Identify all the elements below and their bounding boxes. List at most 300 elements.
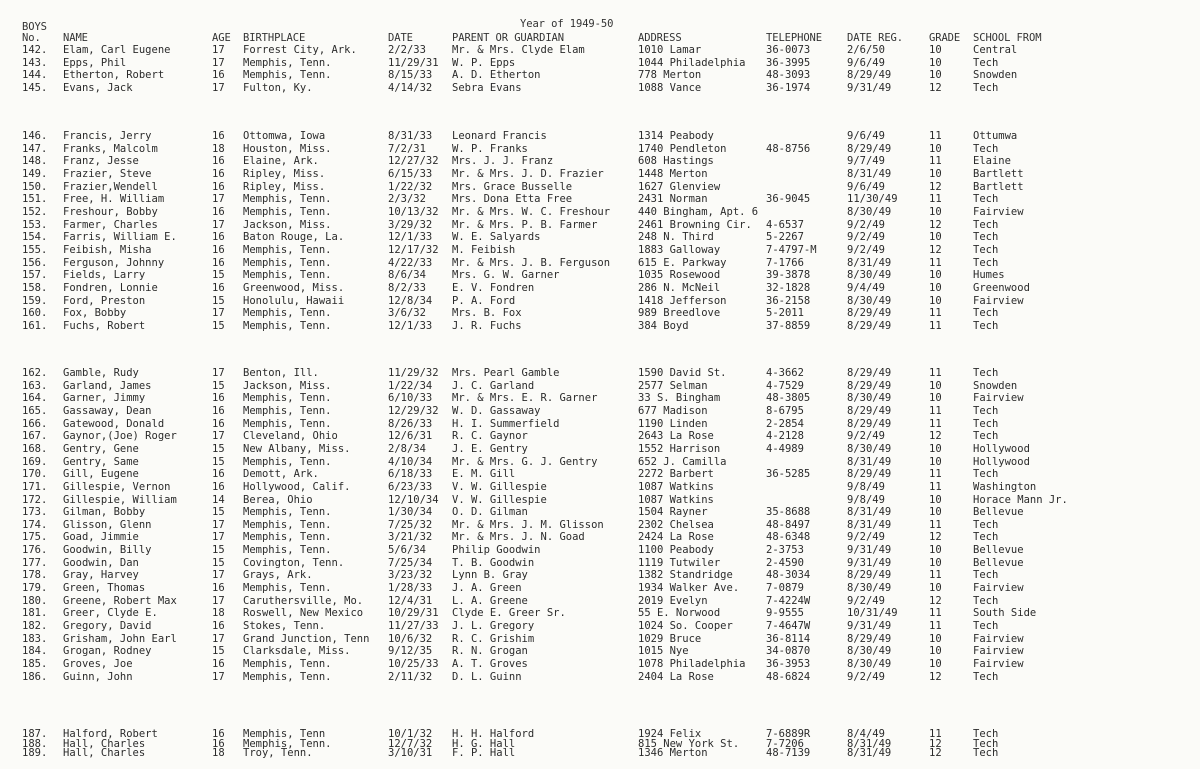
table-row xyxy=(0,443,1200,455)
cell-birth-date: 12/7/32 xyxy=(388,738,433,750)
table-row xyxy=(0,320,1200,332)
cell-row-number: 178. xyxy=(22,569,48,582)
cell-row-number: 184. xyxy=(22,645,48,658)
col-header-school-from: SCHOOL FROM xyxy=(973,32,1042,44)
cell-birthplace: Jackson, Miss. xyxy=(243,218,332,231)
table-row xyxy=(0,633,1200,645)
cell-grade: 10 xyxy=(929,281,942,294)
cell-school-from: Central xyxy=(973,44,1018,56)
cell-birthplace: Memphis, Tenn. xyxy=(243,69,332,81)
cell-parent-guardian: R. C. Grishim xyxy=(452,632,535,645)
cell-school-from: Tech xyxy=(973,738,999,750)
cell-student-name: Elam, Carl Eugene xyxy=(63,44,171,56)
cell-age: 16 xyxy=(212,404,225,417)
cell-student-name: Farris, William E. xyxy=(63,231,177,244)
cell-address: 1190 Linden xyxy=(638,417,708,430)
cell-date-registered: 8/31/49 xyxy=(847,455,892,468)
cell-date-registered: 8/29/49 xyxy=(847,319,892,332)
cell-telephone: 4-2128 xyxy=(766,430,804,443)
cell-student-name: Grogan, Rodney xyxy=(63,645,152,658)
cell-birthplace: Memphis, Tenn xyxy=(243,728,326,740)
cell-student-name: Gentry, Gene xyxy=(63,442,139,455)
cell-parent-guardian: T. B. Goodwin xyxy=(452,556,535,569)
cell-birthplace: Memphis, Tenn. xyxy=(243,518,332,531)
cell-address: 1504 Rayner xyxy=(638,506,708,519)
cell-row-number: 168. xyxy=(22,442,48,455)
cell-school-from: Hollywood xyxy=(973,455,1030,468)
table-row xyxy=(0,380,1200,392)
cell-school-from: Tech xyxy=(973,670,999,683)
cell-date-registered: 9/6/49 xyxy=(847,180,885,193)
table-row xyxy=(0,257,1200,269)
cell-birth-date: 3/10/31 xyxy=(388,747,433,759)
cell-birth-date: 8/26/33 xyxy=(388,417,433,430)
cell-address: 1418 Jefferson xyxy=(638,294,727,307)
cell-birth-date: 2/3/32 xyxy=(388,193,426,206)
cell-school-from: Bellevue xyxy=(973,556,1024,569)
cell-address: 652 J. Camilla xyxy=(638,455,727,468)
cell-age: 18 xyxy=(212,607,225,620)
cell-age: 15 xyxy=(212,319,225,332)
cell-telephone: 36-1974 xyxy=(766,81,811,94)
cell-grade: 10 xyxy=(929,657,942,670)
cell-row-number: 167. xyxy=(22,430,48,443)
cell-birthplace: Ottomwa, Iowa xyxy=(243,130,326,142)
cell-birthplace: Roswell, New Mexico xyxy=(243,607,364,620)
cell-row-number: 181. xyxy=(22,607,48,620)
cell-grade: 12 xyxy=(929,738,942,750)
cell-birth-date: 6/18/33 xyxy=(388,468,433,481)
cell-birth-date: 9/12/35 xyxy=(388,645,433,658)
cell-date-registered: 8/30/49 xyxy=(847,392,892,405)
cell-parent-guardian: E. V. Fondren xyxy=(452,281,535,294)
cell-address: 2019 Evelyn xyxy=(638,594,708,607)
cell-student-name: Feibish, Misha xyxy=(63,243,152,256)
cell-parent-guardian: Philip Goodwin xyxy=(452,544,541,557)
cell-birth-date: 12/10/34 xyxy=(388,493,439,506)
cell-birthplace: Memphis, Tenn. xyxy=(243,455,332,468)
cell-parent-guardian: H. I. Summerfield xyxy=(452,417,560,430)
cell-school-from: Tech xyxy=(973,243,999,256)
cell-date-registered: 8/30/49 xyxy=(847,582,892,595)
cell-age: 15 xyxy=(212,442,225,455)
cell-telephone: 48-3034 xyxy=(766,569,811,582)
cell-parent-guardian: Mr. & Mrs. Clyde Elam xyxy=(452,44,585,56)
cell-school-from: Tech xyxy=(973,569,999,582)
cell-grade: 11 xyxy=(929,417,942,430)
cell-address: 1010 Lamar xyxy=(638,44,702,56)
cell-parent-guardian: Mr. & Mrs. G. J. Gentry xyxy=(452,455,598,468)
cell-birth-date: 6/15/33 xyxy=(388,167,433,180)
cell-age: 16 xyxy=(212,480,225,493)
cell-birthplace: Fulton, Ky. xyxy=(243,81,313,94)
cell-date-registered: 8/31/49 xyxy=(847,506,892,519)
page-title: Year of 1949-50 xyxy=(520,18,614,30)
cell-row-number: 186. xyxy=(22,670,48,683)
cell-parent-guardian: J. C. Garland xyxy=(452,379,535,392)
cell-birth-date: 12/8/34 xyxy=(388,294,433,307)
table-row xyxy=(0,231,1200,243)
cell-grade: 12 xyxy=(929,430,942,443)
cell-row-number: 173. xyxy=(22,506,48,519)
cell-school-from: Tech xyxy=(973,594,999,607)
cell-birthplace: Jackson, Miss. xyxy=(243,379,332,392)
cell-date-registered: 8/30/49 xyxy=(847,657,892,670)
cell-student-name: Groves, Joe xyxy=(63,657,133,670)
cell-birth-date: 10/1/32 xyxy=(388,728,433,740)
table-row xyxy=(0,418,1200,430)
cell-date-registered: 9/4/49 xyxy=(847,281,885,294)
cell-birthplace: Memphis, Tenn. xyxy=(243,392,332,405)
cell-student-name: Green, Thomas xyxy=(63,582,146,595)
cell-parent-guardian: W. P. Epps xyxy=(452,56,516,69)
cell-age: 15 xyxy=(212,556,225,569)
cell-address: 1934 Walker Ave. xyxy=(638,582,740,595)
cell-age: 17 xyxy=(212,594,225,607)
cell-student-name: Frazier,Wendell xyxy=(63,180,158,193)
cell-date-registered: 9/6/49 xyxy=(847,130,885,142)
cell-school-from: Fairview xyxy=(973,657,1024,670)
table-row xyxy=(0,295,1200,307)
cell-grade: 11 xyxy=(929,607,942,620)
table-row xyxy=(0,367,1200,379)
cell-birthplace: Ripley, Miss. xyxy=(243,180,326,193)
cell-address: 2404 La Rose xyxy=(638,670,714,683)
cell-school-from: Tech xyxy=(973,56,999,69)
cell-telephone: 34-0870 xyxy=(766,645,811,658)
table-row xyxy=(0,206,1200,218)
cell-school-from: Bellevue xyxy=(973,506,1024,519)
cell-age: 16 xyxy=(212,417,225,430)
cell-age: 16 xyxy=(212,243,225,256)
cell-birthplace: Benton, Ill. xyxy=(243,367,319,379)
table-row xyxy=(0,155,1200,167)
cell-grade: 11 xyxy=(929,193,942,206)
cell-date-registered: 8/29/49 xyxy=(847,379,892,392)
cell-address: 608 Hastings xyxy=(638,155,714,168)
cell-student-name: Gaynor,(Joe) Roger xyxy=(63,430,177,443)
cell-parent-guardian: J. L. Gregory xyxy=(452,620,535,632)
cell-school-from: Tech xyxy=(973,367,999,379)
cell-parent-guardian: V. W. Gillespie xyxy=(452,480,547,493)
cell-parent-guardian: A. T. Groves xyxy=(452,657,528,670)
cell-grade: 11 xyxy=(929,130,942,142)
cell-birthplace: Covington, Tenn. xyxy=(243,556,345,569)
cell-age: 17 xyxy=(212,632,225,645)
cell-row-number: 185. xyxy=(22,657,48,670)
cell-birthplace: Caruthersville, Mo. xyxy=(243,594,364,607)
cell-row-number: 174. xyxy=(22,518,48,531)
cell-row-number: 146. xyxy=(22,130,48,142)
cell-row-number: 144. xyxy=(22,69,48,81)
cell-grade: 10 xyxy=(929,167,942,180)
cell-row-number: 158. xyxy=(22,281,48,294)
cell-age: 17 xyxy=(212,367,225,379)
cell-birthplace: Memphis, Tenn. xyxy=(243,544,332,557)
cell-grade: 12 xyxy=(929,243,942,256)
cell-age: 17 xyxy=(212,81,225,94)
cell-telephone: 36-0073 xyxy=(766,44,811,56)
cell-address: 2643 La Rose xyxy=(638,430,714,443)
cell-student-name: Gatewood, Donald xyxy=(63,417,165,430)
cell-age: 16 xyxy=(212,728,225,740)
cell-parent-guardian: J. E. Gentry xyxy=(452,442,528,455)
cell-date-registered: 9/2/49 xyxy=(847,243,885,256)
col-header-date-reg: DATE REG. xyxy=(847,32,903,44)
cell-birthplace: Memphis, Tenn. xyxy=(243,256,332,269)
cell-date-registered: 8/29/49 xyxy=(847,367,892,379)
cell-address: 1590 David St. xyxy=(638,367,727,379)
cell-grade: 10 xyxy=(929,44,942,56)
cell-birth-date: 8/15/33 xyxy=(388,69,433,81)
cell-parent-guardian: W. D. Gassaway xyxy=(452,404,541,417)
cell-telephone: 7-1766 xyxy=(766,256,804,269)
cell-student-name: Evans, Jack xyxy=(63,81,133,94)
cell-school-from: Tech xyxy=(973,307,999,320)
cell-school-from: Snowden xyxy=(973,69,1018,81)
cell-parent-guardian: Mrs. Dona Etta Free xyxy=(452,193,573,206)
cell-age: 15 xyxy=(212,645,225,658)
cell-date-registered: 8/4/49 xyxy=(847,728,885,740)
cell-birthplace: Memphis, Tenn. xyxy=(243,670,332,683)
table-row xyxy=(0,69,1200,81)
col-header-parent: PARENT OR GUARDIAN xyxy=(452,32,564,44)
cell-birthplace: Baton Rouge, La. xyxy=(243,231,345,244)
table-row xyxy=(0,494,1200,506)
cell-parent-guardian: Mrs. Pearl Gamble xyxy=(452,367,560,379)
table-row xyxy=(0,468,1200,480)
cell-student-name: Fields, Larry xyxy=(63,269,146,282)
cell-school-from: Tech xyxy=(973,531,999,544)
cell-parent-guardian: W. E. Salyards xyxy=(452,231,541,244)
cell-birth-date: 2/2/33 xyxy=(388,44,426,56)
cell-birth-date: 1/30/34 xyxy=(388,506,433,519)
table-row xyxy=(0,143,1200,155)
cell-student-name: Free, H. William xyxy=(63,193,165,206)
cell-parent-guardian: Mr. & Mrs. J. M. Glisson xyxy=(452,518,604,531)
cell-school-from: Bellevue xyxy=(973,544,1024,557)
cell-student-name: Fuchs, Robert xyxy=(63,319,146,332)
cell-birth-date: 4/14/32 xyxy=(388,81,433,94)
cell-telephone: 2-3753 xyxy=(766,544,804,557)
cell-birth-date: 12/6/31 xyxy=(388,430,433,443)
cell-date-registered: 9/8/49 xyxy=(847,480,885,493)
cell-parent-guardian: L. A. Greene xyxy=(452,594,528,607)
table-row xyxy=(0,557,1200,569)
cell-age: 16 xyxy=(212,231,225,244)
cell-telephone: 48-8756 xyxy=(766,142,811,155)
cell-telephone: 36-5285 xyxy=(766,468,811,481)
cell-row-number: 163. xyxy=(22,379,48,392)
cell-birth-date: 11/29/32 xyxy=(388,367,439,379)
cell-birth-date: 12/29/32 xyxy=(388,404,439,417)
cell-birth-date: 7/25/34 xyxy=(388,556,433,569)
table-row xyxy=(0,519,1200,531)
cell-parent-guardian: V. W. Gillespie xyxy=(452,493,547,506)
cell-parent-guardian: W. P. Franks xyxy=(452,142,528,155)
cell-school-from: Hollywood xyxy=(973,442,1030,455)
cell-telephone: 7-6889R xyxy=(766,728,811,740)
cell-date-registered: 9/6/49 xyxy=(847,56,885,69)
cell-birth-date: 3/29/32 xyxy=(388,218,433,231)
cell-birth-date: 2/11/32 xyxy=(388,670,433,683)
col-header-telephone: TELEPHONE xyxy=(766,32,822,44)
cell-age: 15 xyxy=(212,544,225,557)
cell-birthplace: Ripley, Miss. xyxy=(243,167,326,180)
cell-birthplace: Greenwood, Miss. xyxy=(243,281,345,294)
cell-date-registered: 8/29/49 xyxy=(847,468,892,481)
cell-address: 1044 Philadelphia xyxy=(638,56,746,69)
cell-birth-date: 10/25/33 xyxy=(388,657,439,670)
cell-age: 14 xyxy=(212,493,225,506)
cell-telephone: 7-7206 xyxy=(766,738,804,750)
cell-birth-date: 11/29/31 xyxy=(388,56,439,69)
cell-school-from: Humes xyxy=(973,269,1005,282)
cell-date-registered: 9/31/49 xyxy=(847,544,892,557)
cell-birth-date: 2/8/34 xyxy=(388,442,426,455)
cell-school-from: Tech xyxy=(973,319,999,332)
cell-age: 17 xyxy=(212,518,225,531)
cell-birth-date: 1/28/33 xyxy=(388,582,433,595)
cell-telephone: 36-9045 xyxy=(766,193,811,206)
cell-telephone: 48-8497 xyxy=(766,518,811,531)
cell-student-name: Grisham, John Earl xyxy=(63,632,177,645)
cell-grade: 10 xyxy=(929,56,942,69)
cell-address: 286 N. McNeil xyxy=(638,281,721,294)
cell-date-registered: 9/31/49 xyxy=(847,81,892,94)
cell-address: 440 Bingham, Apt. 6 xyxy=(638,205,759,218)
table-row xyxy=(0,569,1200,581)
cell-grade: 12 xyxy=(929,594,942,607)
cell-telephone: 2-2854 xyxy=(766,417,804,430)
cell-age: 16 xyxy=(212,180,225,193)
cell-address: 1100 Peabody xyxy=(638,544,714,557)
cell-school-from: Tech xyxy=(973,81,999,94)
cell-grade: 11 xyxy=(929,404,942,417)
cell-school-from: Tech xyxy=(973,218,999,231)
cell-address: 677 Madison xyxy=(638,404,708,417)
cell-address: 1087 Watkins xyxy=(638,493,714,506)
cell-date-registered: 9/2/49 xyxy=(847,670,885,683)
cell-date-registered: 8/29/49 xyxy=(847,569,892,582)
table-row xyxy=(0,658,1200,670)
cell-row-number: 180. xyxy=(22,594,48,607)
cell-student-name: Gill, Eugene xyxy=(63,468,139,481)
cell-birth-date: 10/6/32 xyxy=(388,632,433,645)
cell-birth-date: 1/22/32 xyxy=(388,180,433,193)
cell-telephone: 8-6795 xyxy=(766,404,804,417)
cell-student-name: Halford, Robert xyxy=(63,728,158,740)
cell-birthplace: Cleveland, Ohio xyxy=(243,430,338,443)
cell-address: 1346 Merton xyxy=(638,747,708,759)
cell-address: 248 N. Third xyxy=(638,231,714,244)
cell-birthplace: Memphis, Tenn. xyxy=(243,205,332,218)
cell-address: 33 S. Bingham xyxy=(638,392,721,405)
cell-grade: 11 xyxy=(929,256,942,269)
cell-student-name: Gray, Harvey xyxy=(63,569,139,582)
cell-student-name: Gillespie, Vernon xyxy=(63,480,171,493)
cell-parent-guardian: M. Feibish xyxy=(452,243,516,256)
cell-address: 2424 La Rose xyxy=(638,531,714,544)
cell-parent-guardian: Leonard Francis xyxy=(452,130,547,142)
cell-school-from: Ottumwa xyxy=(973,130,1018,142)
cell-grade: 10 xyxy=(929,142,942,155)
table-row xyxy=(0,307,1200,319)
cell-age: 17 xyxy=(212,56,225,69)
cell-school-from: Tech xyxy=(973,620,999,632)
cell-grade: 10 xyxy=(929,442,942,455)
cell-row-number: 171. xyxy=(22,480,48,493)
cell-student-name: Goad, Jimmie xyxy=(63,531,139,544)
cell-school-from: Tech xyxy=(973,468,999,481)
cell-date-registered: 8/29/49 xyxy=(847,404,892,417)
cell-date-registered: 9/31/49 xyxy=(847,620,892,632)
cell-birth-date: 8/6/34 xyxy=(388,269,426,282)
cell-age: 17 xyxy=(212,193,225,206)
cell-date-registered: 8/30/49 xyxy=(847,442,892,455)
cell-grade: 10 xyxy=(929,506,942,519)
cell-address: 55 E. Norwood xyxy=(638,607,721,620)
cell-parent-guardian: P. A. Ford xyxy=(452,294,516,307)
cell-telephone: 37-8859 xyxy=(766,319,811,332)
cell-parent-guardian: H. H. Halford xyxy=(452,728,535,740)
cell-age: 16 xyxy=(212,392,225,405)
cell-row-number: 143. xyxy=(22,56,48,69)
cell-student-name: Greer, Clyde E. xyxy=(63,607,158,620)
cell-date-registered: 8/30/49 xyxy=(847,205,892,218)
cell-row-number: 176. xyxy=(22,544,48,557)
cell-parent-guardian: Mrs. G. W. Garner xyxy=(452,269,560,282)
cell-row-number: 183. xyxy=(22,632,48,645)
table-row xyxy=(0,405,1200,417)
cell-school-from: Tech xyxy=(973,193,999,206)
cell-telephone: 39-3878 xyxy=(766,269,811,282)
cell-age: 16 xyxy=(212,167,225,180)
cell-row-number: 172. xyxy=(22,493,48,506)
cell-address: 1029 Bruce xyxy=(638,632,702,645)
cell-birth-date: 5/6/34 xyxy=(388,544,426,557)
cell-age: 15 xyxy=(212,379,225,392)
cell-telephone: 4-4989 xyxy=(766,442,804,455)
cell-student-name: Fondren, Lonnie xyxy=(63,281,158,294)
cell-student-name: Gregory, David xyxy=(63,620,152,632)
cell-address: 1119 Tutwiler xyxy=(638,556,721,569)
cell-telephone: 7-4224W xyxy=(766,594,811,607)
cell-date-registered: 8/31/49 xyxy=(847,256,892,269)
cell-telephone: 36-2158 xyxy=(766,294,811,307)
cell-grade: 10 xyxy=(929,294,942,307)
cell-school-from: Fairview xyxy=(973,294,1024,307)
cell-grade: 10 xyxy=(929,645,942,658)
table-row xyxy=(0,456,1200,468)
col-header-birthplace: BIRTHPLACE xyxy=(243,32,306,44)
cell-address: 615 E. Parkway xyxy=(638,256,727,269)
cell-school-from: Bartlett xyxy=(973,180,1024,193)
cell-date-registered: 8/29/49 xyxy=(847,142,892,155)
cell-address: 989 Breedlove xyxy=(638,307,721,320)
cell-student-name: Freshour, Bobby xyxy=(63,205,158,218)
cell-birthplace: Elaine, Ark. xyxy=(243,155,319,168)
cell-parent-guardian: Mr. & Mrs. J. N. Goad xyxy=(452,531,585,544)
cell-date-registered: 8/31/49 xyxy=(847,738,892,750)
cell-student-name: Fox, Bobby xyxy=(63,307,127,320)
cell-date-registered: 8/29/49 xyxy=(847,307,892,320)
cell-grade: 11 xyxy=(929,620,942,632)
cell-grade: 12 xyxy=(929,670,942,683)
cell-age: 17 xyxy=(212,307,225,320)
cell-birthplace: Memphis, Tenn. xyxy=(243,582,332,595)
cell-telephone: 36-3953 xyxy=(766,657,811,670)
